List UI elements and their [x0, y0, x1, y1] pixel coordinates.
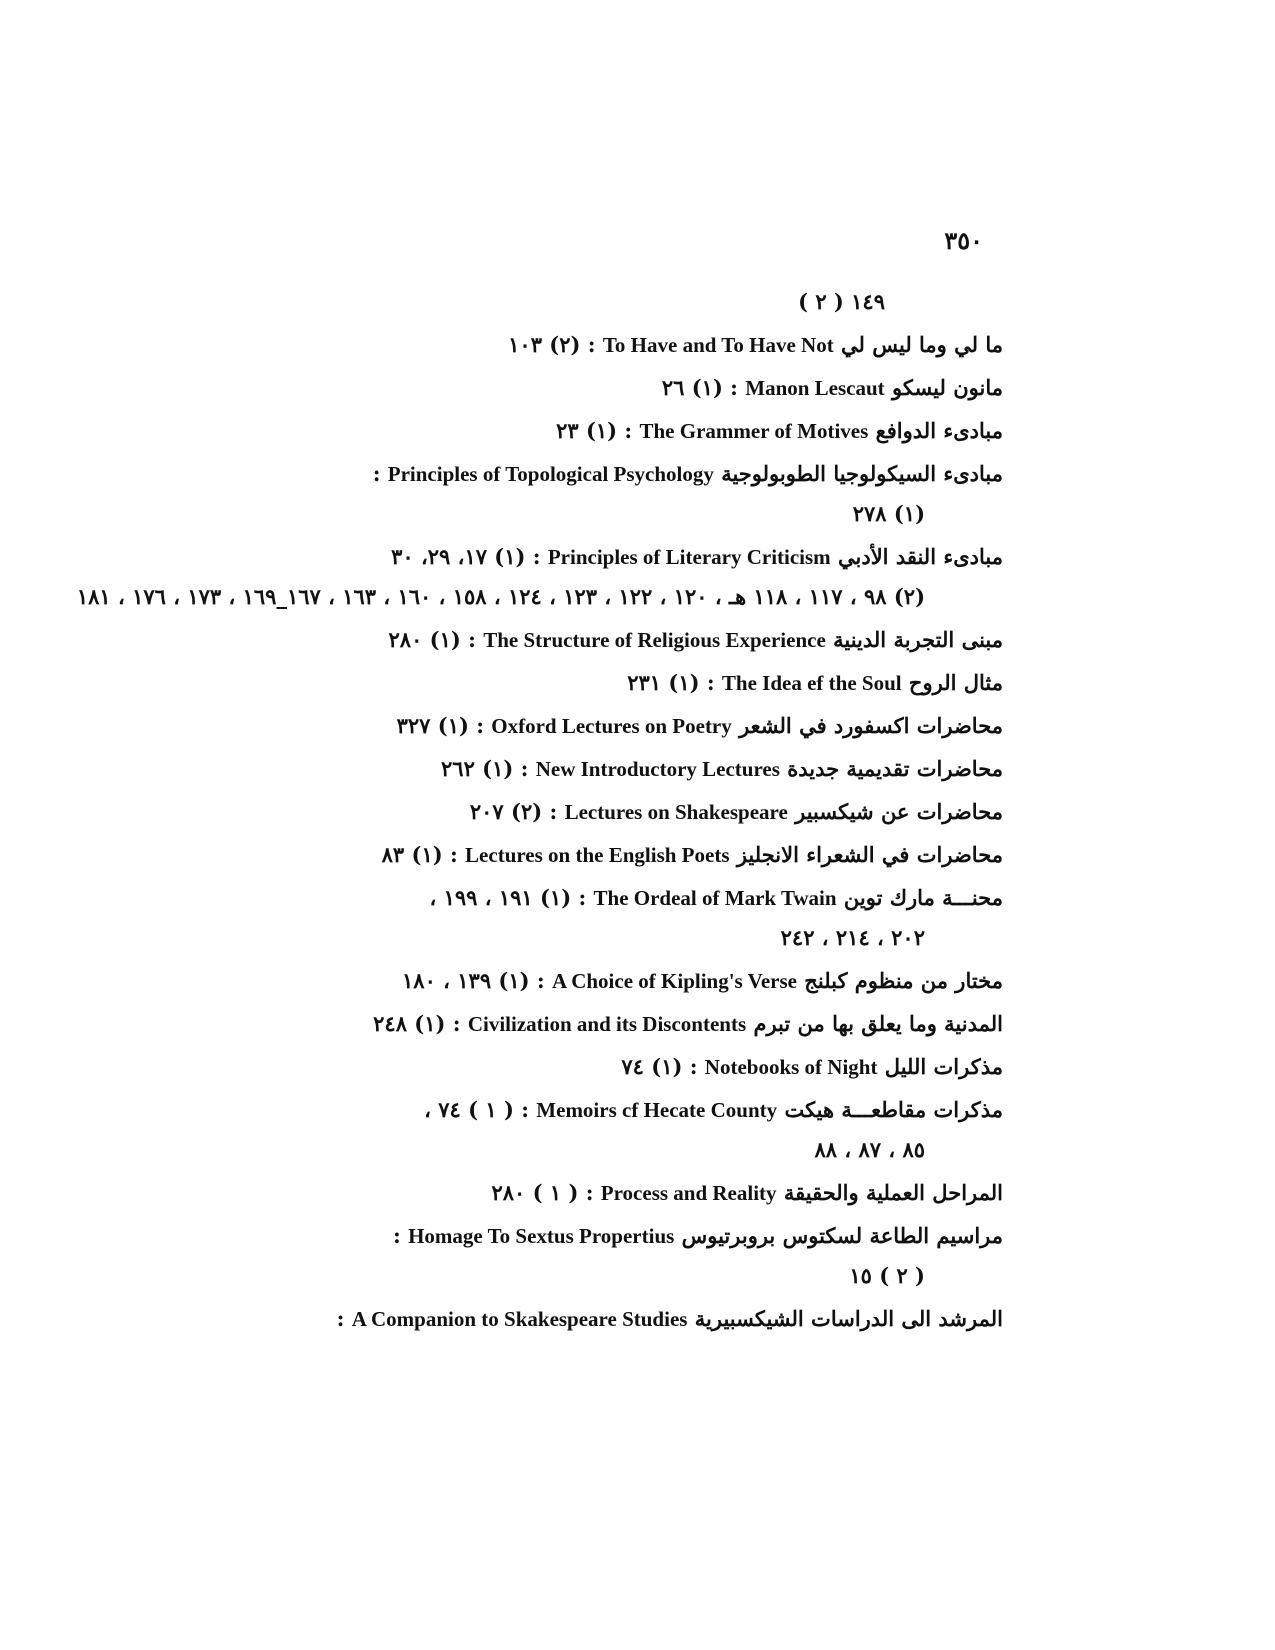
- entry-head: [263, 961, 1003, 1001]
- english-title: The Grammer of Motives: [639, 419, 869, 443]
- continuation-line: [263, 282, 1003, 322]
- page-refs: : (١) ٣٢٧: [396, 713, 484, 738]
- english-title: Principles of Topological Psychology: [387, 462, 714, 486]
- page-refs: : (١) ١٩١ ، ١٩٩ ،: [429, 885, 587, 910]
- page-refs: : (١) ٨٣: [381, 842, 458, 867]
- page-refs: : (١) ٢٣: [556, 418, 633, 443]
- entry-head: [263, 454, 1003, 494]
- entry-head: [263, 663, 1003, 703]
- arabic-title: محاضرات عن شيكسبير: [795, 799, 1003, 824]
- page-refs: : (٢) ٢٠٧: [469, 799, 558, 824]
- index-entry: [263, 1090, 1003, 1170]
- page-refs: :: [336, 1306, 345, 1331]
- page-refs: : (١) ٢٣١: [627, 670, 715, 695]
- page-refs-continued: ٨٥ ، ٨٧ ، ٨٨: [814, 1137, 925, 1162]
- index-entry: [263, 1173, 1003, 1213]
- english-title: To Have and To Have Not: [602, 333, 834, 357]
- entry-head: [263, 792, 1003, 832]
- arabic-title: مبنى التجربة الدينية: [833, 627, 1003, 652]
- arabic-title: مانون ليسكو: [892, 375, 1003, 400]
- entry-head: [263, 1216, 1003, 1256]
- page-refs: : (١) ١٧، ٢٩، ٣٠: [391, 544, 541, 569]
- page-refs: : (١) ٢٦٢: [441, 756, 529, 781]
- arabic-title: مراسيم الطاعة لسكتوس بروبرتيوس: [681, 1223, 1003, 1248]
- english-title: The Ordeal of Mark Twain: [593, 886, 837, 910]
- index-entry: [263, 835, 1003, 875]
- page-refs: :: [393, 1223, 401, 1248]
- index-entries: [76, 325, 1003, 1339]
- index-entry: [263, 368, 1003, 408]
- index-list: [76, 282, 1003, 1342]
- entry-head: [263, 1090, 1003, 1130]
- entry-head: [263, 537, 1003, 577]
- index-entry: [76, 537, 1003, 617]
- page-refs: : (١) ٢٨٠: [388, 627, 476, 652]
- arabic-title: مبادىء الدوافع: [875, 418, 1003, 443]
- entry-head: [263, 706, 1003, 746]
- index-entry: [263, 749, 1003, 789]
- arabic-title: المدنية وما يعلق بها من تبرم: [753, 1011, 1003, 1036]
- index-entry: [263, 1299, 1003, 1339]
- arabic-title: مذكرات الليل: [884, 1054, 1003, 1079]
- continuation-refs: ١٤٩ ( ٢ ): [798, 289, 885, 314]
- arabic-title: مذكرات مقاطعـــة هيكت: [784, 1097, 1003, 1122]
- entry-head: [263, 411, 1003, 451]
- page-refs: : (١) ٢٤٨: [373, 1011, 461, 1036]
- english-title: Homage To Sextus Propertius: [408, 1224, 675, 1248]
- entry-head: [263, 325, 1003, 365]
- index-entry: [263, 792, 1003, 832]
- page-refs: : (٢) ١٠٣: [508, 332, 596, 357]
- english-title: Oxford Lectures on Poetry: [491, 714, 732, 738]
- english-title: New Introductory Lectures: [535, 757, 780, 781]
- arabic-title: ما لي وما ليس لي: [841, 332, 1003, 357]
- index-entry: [263, 1004, 1003, 1044]
- english-title: Civilization and its Discontents: [467, 1012, 747, 1036]
- page-refs-continued: ( ٢ ) ١٥: [849, 1263, 925, 1288]
- entry-head: [263, 620, 1003, 660]
- page-refs: : (١) ٢٦: [661, 375, 738, 400]
- page-refs-continued: ٢٠٢ ، ٢١٤ ، ٢٤٢: [780, 925, 925, 950]
- entry-head: [263, 1299, 1003, 1339]
- index-entry: [263, 325, 1003, 365]
- page-refs: : ( ١ ) ٧٤ ،: [424, 1097, 529, 1122]
- index-entry: [263, 454, 1003, 534]
- entry-head: [263, 368, 1003, 408]
- arabic-title: مختار من منظوم كبلنج: [804, 968, 1003, 993]
- entry-head: [263, 1173, 1003, 1213]
- english-title: Principles of Literary Criticism: [547, 545, 831, 569]
- entry-head: [263, 1047, 1003, 1087]
- english-title: Process and Reality: [600, 1181, 777, 1205]
- english-title: The Structure of Religious Experience: [483, 628, 826, 652]
- arabic-title: محاضرات تقديمية جديدة: [787, 756, 1003, 781]
- index-entry: [263, 961, 1003, 1001]
- page-refs: : (١) ١٣٩ ، ١٨٠: [402, 968, 545, 993]
- page-refs-continued: (١) ٢٧٨: [852, 501, 925, 526]
- arabic-title: المراحل العملية والحقيقة: [783, 1180, 1003, 1205]
- page-refs-continued: (٢) ٩٨ ، ١١٧ ، ١١٨ هـ ، ١٢٠ ، ١٢٢ ، ١٢٣ ، ١٢٤ ، ١٥٨ ، ١٦٠ ، ١٦٣ ، ١٦٧_١٦٩ ، ١٧٣ ، ١٧٦ ، ١٨١: [76, 584, 925, 609]
- english-title: Lectures on Shakespeare: [564, 800, 788, 824]
- english-title: Lectures on the English Poets: [465, 843, 730, 867]
- arabic-title: محنـــة مارك توين: [843, 885, 1003, 910]
- index-entry: [263, 1047, 1003, 1087]
- arabic-title: محاضرات اكسفورد في الشعر: [739, 713, 1003, 738]
- index-entry: [263, 706, 1003, 746]
- entry-head: [263, 749, 1003, 789]
- english-title: Notebooks of Night: [704, 1055, 878, 1079]
- arabic-title: مثال الروح: [908, 670, 1003, 695]
- english-title: Manon Lescaut: [745, 376, 885, 400]
- entry-head: [263, 1004, 1003, 1044]
- arabic-title: مبادىء النقد الأدبي: [838, 544, 1003, 569]
- page-number: ٣٥٠: [944, 226, 983, 255]
- entry-head: [263, 835, 1003, 875]
- entry-head: [263, 878, 1003, 918]
- english-title: A Choice of Kipling's Verse: [551, 969, 797, 993]
- arabic-title: مبادىء السيكولوجيا الطوبولوجية: [721, 461, 1003, 486]
- page-refs: :: [372, 461, 381, 486]
- index-entry: [263, 411, 1003, 451]
- english-title: The Idea ef the Soul: [721, 671, 902, 695]
- english-title: A Companion to Skakespeare Studies: [351, 1307, 688, 1331]
- index-entry: [263, 1216, 1003, 1296]
- page-refs: : ( ١ ) ٢٨٠: [491, 1180, 594, 1205]
- index-entry: [263, 620, 1003, 660]
- english-title: Memoirs cf Hecate County: [536, 1098, 778, 1122]
- index-entry: [263, 663, 1003, 703]
- arabic-title: محاضرات في الشعراء الانجليز: [736, 842, 1003, 867]
- index-entry: [263, 878, 1003, 958]
- arabic-title: المرشد الى الدراسات الشيكسبيرية: [694, 1306, 1003, 1331]
- page-refs: : (١) ٧٤: [621, 1054, 698, 1079]
